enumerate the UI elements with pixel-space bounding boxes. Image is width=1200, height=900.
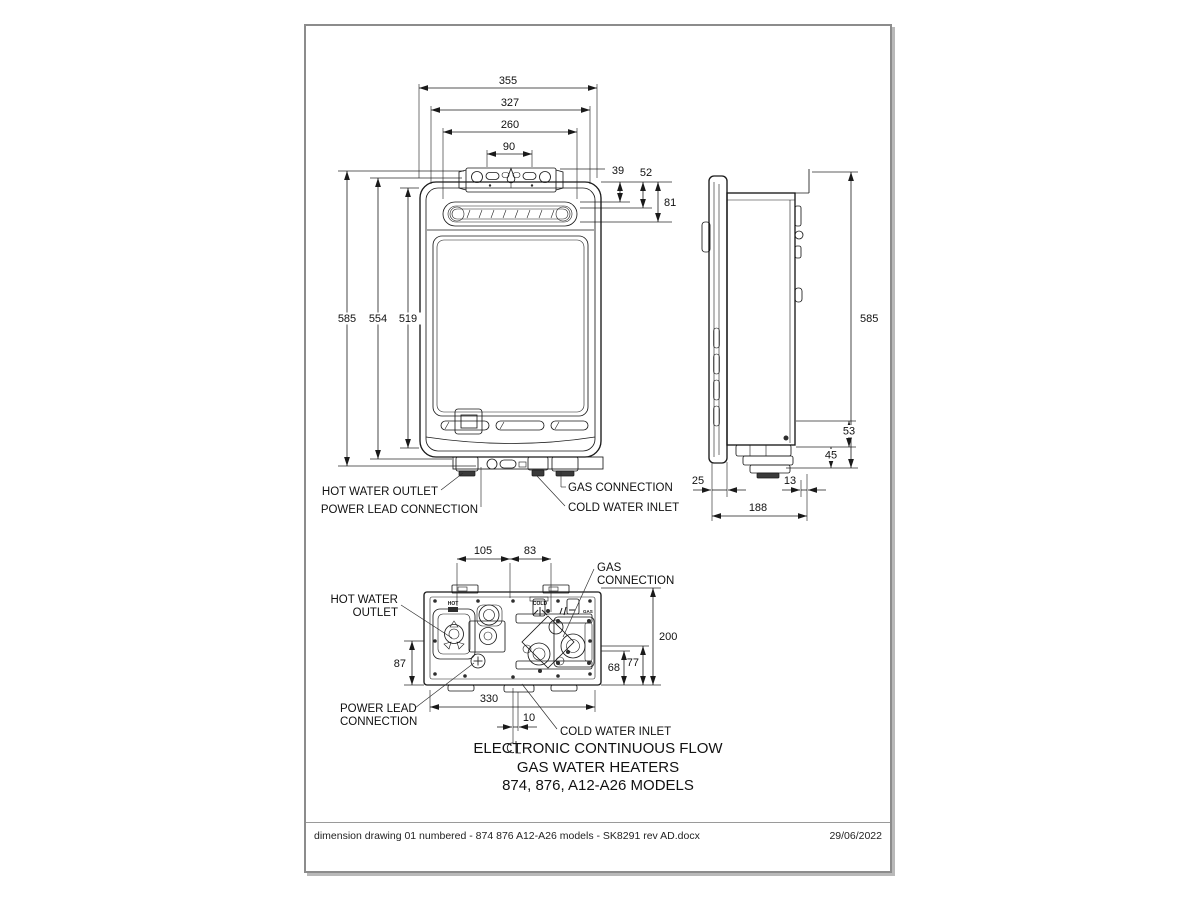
dim-front-flue-bottom-offset: 81: [664, 197, 677, 209]
flue-outlet: [443, 202, 577, 226]
footer-filename: dimension drawing 01 numbered - 874 876 A12-A26 models - SK8291 rev AD.docx: [314, 829, 700, 842]
hot-water-valve-assembly: [433, 605, 505, 668]
dim-bottom-base-width: 330: [479, 693, 499, 705]
footer-date: 29/06/2022: [829, 829, 882, 842]
dim-bottom-hot-to-centre: 105: [473, 545, 493, 557]
louver-vents: [441, 421, 588, 430]
front-view: [321, 75, 679, 516]
dim-side-wall-gap: 13: [783, 475, 797, 487]
bottom-view-body: [424, 585, 601, 692]
cold-water-valve-assembly: [522, 597, 574, 673]
label-gas-connection: GAS CONNECTION: [568, 482, 673, 494]
front-view-body: [420, 168, 603, 476]
dim-front-height-554: 554: [368, 313, 388, 325]
marking-hot: HOT: [447, 601, 459, 607]
dim-bottom-cold-offset: 68: [607, 662, 620, 674]
dim-front-bracket-holes: 90: [502, 141, 516, 153]
label-cold-water-inlet: COLD WATER INLET: [568, 502, 680, 514]
label-bottom-hot-water-2: OUTLET: [352, 607, 398, 619]
label-bottom-cold-water-inlet: COLD WATER INLET: [560, 726, 672, 738]
dim-bottom-cold-to-centre: 10: [522, 712, 536, 724]
bottom-connections: [453, 457, 603, 476]
title-block: [306, 740, 890, 796]
title-line-1: ELECTRONIC CONTINUOUS FLOW: [473, 740, 723, 757]
dim-bottom-overall-depth: 200: [659, 631, 678, 643]
dim-bottom-hot-offset: 87: [393, 658, 406, 670]
document-page: [304, 24, 892, 873]
marking-gas: GAS: [583, 609, 593, 614]
dim-front-case-height: 519: [398, 313, 418, 325]
side-view-fittings: [736, 445, 793, 478]
title-line-2: GAS WATER HEATERS: [516, 758, 680, 776]
label-bottom-power-2: CONNECTION: [340, 716, 418, 728]
side-view-extension-lines: [712, 172, 858, 521]
dim-bottom-centre-to-gas: 83: [523, 545, 537, 557]
dim-front-flue-top-offset: 39: [611, 165, 625, 177]
dim-front-overall-width: 355: [498, 75, 518, 87]
dim-front-flue-width: 260: [500, 119, 520, 131]
label-bottom-gas-1: GAS: [597, 562, 622, 574]
dim-side-offset-53: 53: [842, 425, 856, 438]
footer: [306, 822, 890, 848]
label-bottom-power-1: POWER LEAD: [340, 703, 417, 715]
label-power-lead-connection: POWER LEAD CONNECTION: [320, 504, 478, 516]
dim-bottom-gas-offset: 77: [626, 657, 639, 669]
side-view-dimension-lines: [693, 172, 851, 516]
dim-front-overall-height: 585: [337, 313, 357, 325]
dim-side-offset-45: 45: [824, 449, 838, 462]
dim-side-overall-height: 585: [860, 313, 879, 325]
label-bottom-hot-water-1: HOT WATER: [330, 594, 398, 606]
dimension-drawing: [306, 26, 890, 846]
dim-side-overall-depth: 188: [748, 502, 768, 514]
dim-side-front-offset: 25: [691, 475, 705, 487]
side-view: [692, 169, 878, 521]
dim-front-flue-centre-offset: 52: [639, 167, 653, 179]
marking-cold: COLD: [532, 601, 548, 607]
side-view-body: [702, 169, 809, 478]
label-hot-water-outlet: HOT WATER OUTLET: [321, 486, 438, 498]
title-line-3: 874, 876, A12-A26 MODELS: [502, 777, 694, 794]
label-bottom-gas-2: CONNECTION: [597, 575, 675, 587]
bottom-view: [330, 545, 677, 753]
dim-front-case-width: 327: [500, 97, 520, 109]
